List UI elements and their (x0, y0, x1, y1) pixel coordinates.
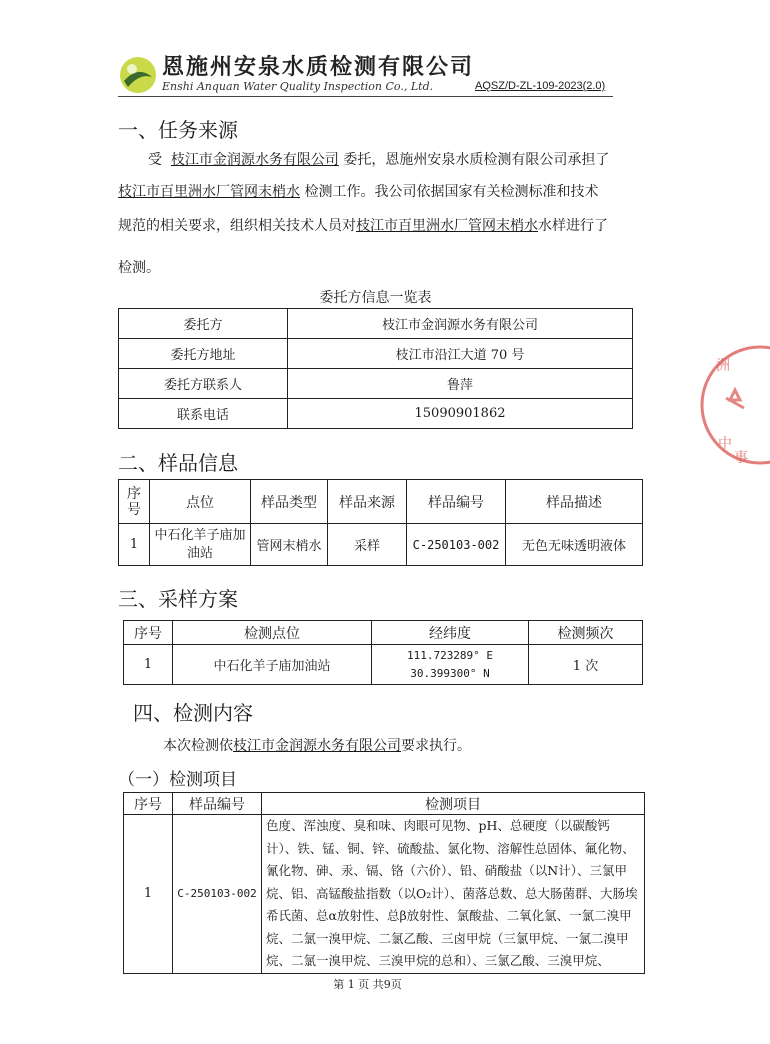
items-col-items: 检测项目 (262, 793, 645, 815)
col-source: 样品来源 (328, 480, 407, 524)
official-seal-icon (700, 330, 770, 480)
client-label: 委托方 (119, 309, 288, 339)
sample-source: 采样 (328, 524, 407, 566)
longitude: 111.723289° E (406, 648, 494, 662)
address-value: 枝江市沿江大道 70 号 (288, 339, 633, 369)
section-1-line-2: 枝江市百里洲水厂管网末梢水 检测工作。我公司依据国家有关检测标准和技术 (118, 184, 599, 200)
page-footer: 第 1 页 共9页 (333, 978, 402, 991)
project-name-2: 枝江市百里洲水厂管网末梢水 (356, 218, 538, 234)
plan-no: 1 (124, 645, 173, 685)
section-4-title: 四、检测内容 (133, 701, 253, 725)
company-logo-icon (118, 55, 158, 95)
col-no: 序号 (119, 480, 150, 524)
section-1-title: 一、任务来源 (118, 118, 238, 142)
items-col-code: 样品编号 (173, 793, 262, 815)
intro-client: 枝江市金润源水务有限公司 (233, 738, 401, 754)
latitude: 30.399300° N (410, 666, 490, 680)
client-name: 枝江市金润源水务有限公司 (170, 152, 339, 168)
project-name: 枝江市百里洲水厂管网末梢水 (118, 184, 300, 200)
sample-type: 管网末梢水 (251, 524, 328, 566)
header-divider (118, 96, 613, 97)
phone-value: 15090901862 (288, 399, 633, 429)
phone-label: 联系电话 (119, 399, 288, 429)
plan-col-coords: 经纬度 (372, 621, 529, 645)
subsection-title: （一）检测项目 (118, 770, 237, 790)
section-1-line-3: 规范的相关要求，组织相关技术人员对枝江市百里洲水厂管网末梢水水样进行了 (118, 218, 608, 234)
sample-code: C-250103-002 (407, 524, 506, 566)
col-type: 样品类型 (251, 480, 328, 524)
client-table-title: 委托方信息一览表 (319, 290, 432, 306)
sample-info-table (118, 479, 643, 566)
section-1-line-1: 受 枝江市金润源水务有限公司 委托，恩施州安泉水质检测有限公司承担了 (148, 152, 610, 168)
plan-site: 中石化羊子庙加油站 (173, 645, 372, 685)
plan-col-no: 序号 (124, 621, 173, 645)
company-name-cn: 恩施州安泉水质检测有限公司 (162, 54, 475, 80)
section-2-title: 二、样品信息 (118, 451, 238, 475)
svg-text:中: 中 (718, 436, 732, 452)
contact-value: 鲁萍 (288, 369, 633, 399)
sample-desc: 无色无味透明液体 (506, 524, 643, 566)
items-no: 1 (124, 815, 173, 974)
items-list: 色度、浑浊度、臭和味、肉眼可见物、pH、总硬度（以碳酸钙计）、铁、锰、铜、锌、硫酸盐、氯化物、溶解性总固体、氟化物、氰化物、砷、汞、镉、铬（六价）、铅、硝酸盐（以N计）、三氯甲烷、铝、高锰酸盐指数（以O₂计）、菌落总数、总大肠菌群、大肠埃希氏菌、总α放射性、总β放射性、氯酸盐、二氧化氯、一氯二溴甲烷、二氯一溴甲烷、二氯乙酸、三卤甲烷（三氯甲烷、一氯二溴甲烷、二氯一溴甲烷、三溴甲烷的总和）、三氯乙酸、三溴甲烷、 (262, 815, 645, 974)
svg-text:洲: 洲 (716, 358, 730, 374)
document-code: AQSZ/D-ZL-109-2023(2.0) (475, 80, 606, 92)
client-value: 枝江市金润源水务有限公司 (288, 309, 633, 339)
items-col-no: 序号 (124, 793, 173, 815)
plan-col-site: 检测点位 (173, 621, 372, 645)
sample-site: 中石化羊子庙加油站 (150, 524, 251, 566)
company-name-en: Enshi Anquan Water Quality Inspection Co., Ltd. (162, 80, 434, 93)
plan-col-freq: 检测频次 (529, 621, 643, 645)
items-code: C-250103-002 (173, 815, 262, 974)
section-1-line-4: 检测。 (118, 260, 160, 276)
plan-coords (372, 645, 529, 685)
plan-freq: 1 次 (529, 645, 643, 685)
col-site: 点位 (150, 480, 251, 524)
sample-no: 1 (119, 524, 150, 566)
section-3-title: 三、采样方案 (118, 587, 238, 611)
test-items-table (123, 792, 645, 974)
svg-text:事: 事 (734, 450, 748, 466)
client-info-table (118, 308, 633, 429)
address-label: 委托方地址 (119, 339, 288, 369)
sampling-plan-table (123, 620, 643, 685)
col-desc: 样品描述 (506, 480, 643, 524)
col-code: 样品编号 (407, 480, 506, 524)
contact-label: 委托方联系人 (119, 369, 288, 399)
section-4-intro: 本次检测依枝江市金润源水务有限公司要求执行。 (163, 738, 471, 754)
